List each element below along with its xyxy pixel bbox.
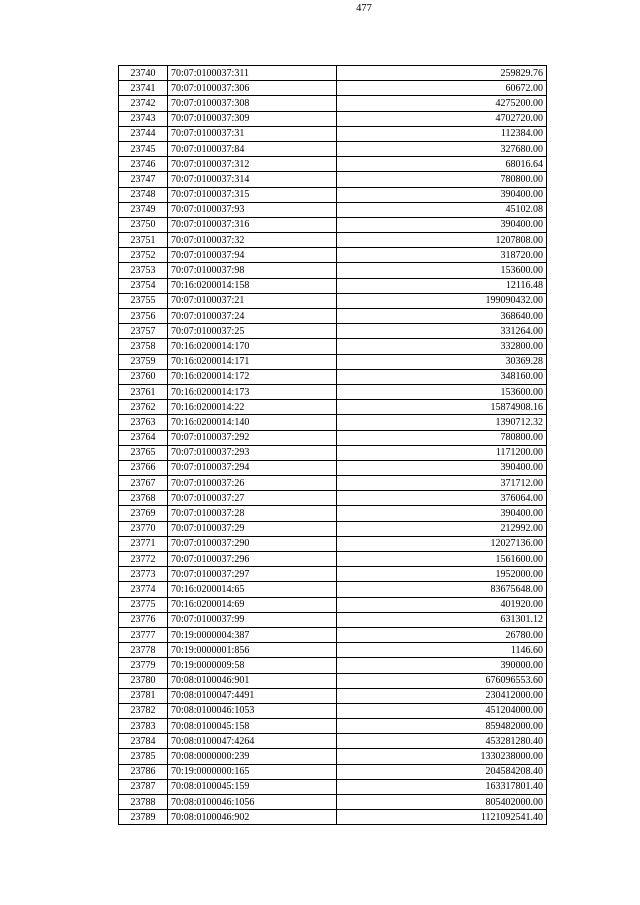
cadastral-number-cell: 70:07:0100037:293 xyxy=(168,445,337,460)
row-number-cell: 23769 xyxy=(119,506,168,521)
row-number-cell: 23785 xyxy=(119,749,168,764)
cadastral-number-cell: 70:07:0100037:312 xyxy=(168,157,337,172)
table-body xyxy=(119,66,547,825)
row-number-cell: 23771 xyxy=(119,536,168,551)
cadastral-number-cell: 70:07:0100037:24 xyxy=(168,309,337,324)
cadastral-value-cell: 153600.00 xyxy=(337,384,547,399)
cadastral-value-cell: 212992.00 xyxy=(337,521,547,536)
cadastral-number-cell: 70:07:0100037:84 xyxy=(168,141,337,156)
row-number-cell: 23784 xyxy=(119,734,168,749)
row-number-cell: 23760 xyxy=(119,369,168,384)
table-row xyxy=(119,293,547,308)
cadastral-number-cell: 70:07:0100037:297 xyxy=(168,567,337,582)
row-number-cell: 23774 xyxy=(119,582,168,597)
row-number-cell: 23787 xyxy=(119,779,168,794)
row-number-cell: 23758 xyxy=(119,339,168,354)
cadastral-number-cell: 70:16:0200014:173 xyxy=(168,384,337,399)
cadastral-value-cell: 390400.00 xyxy=(337,460,547,475)
table-row xyxy=(119,627,547,642)
cadastral-value-cell: 451204000.00 xyxy=(337,703,547,718)
cadastral-value-cell: 453281280.40 xyxy=(337,734,547,749)
row-number-cell: 23747 xyxy=(119,172,168,187)
table-row xyxy=(119,764,547,779)
cadastral-number-cell: 70:19:0000001:856 xyxy=(168,643,337,658)
cadastral-number-cell: 70:07:0100037:26 xyxy=(168,476,337,491)
table-row xyxy=(119,278,547,293)
cadastral-number-cell: 70:16:0200014:65 xyxy=(168,582,337,597)
cadastral-value-cell: 199090432.00 xyxy=(337,293,547,308)
table-row xyxy=(119,582,547,597)
cadastral-number-cell: 70:07:0100037:308 xyxy=(168,96,337,111)
cadastral-number-cell: 70:08:0100046:1056 xyxy=(168,795,337,810)
cadastral-value-cell: 390400.00 xyxy=(337,217,547,232)
table-row xyxy=(119,187,547,202)
cadastral-value-cell: 60672.00 xyxy=(337,81,547,96)
table-row xyxy=(119,217,547,232)
table-row xyxy=(119,354,547,369)
table-row xyxy=(119,263,547,278)
cadastral-value-cell: 112384.00 xyxy=(337,126,547,141)
cadastral-number-cell: 70:08:0100045:158 xyxy=(168,719,337,734)
cadastral-value-table xyxy=(118,65,547,825)
table-row xyxy=(119,673,547,688)
cadastral-number-cell: 70:19:0000000:165 xyxy=(168,764,337,779)
table-row xyxy=(119,309,547,324)
cadastral-value-cell: 401920.00 xyxy=(337,597,547,612)
table-row xyxy=(119,66,547,81)
cadastral-number-cell: 70:07:0100037:99 xyxy=(168,612,337,627)
table-row xyxy=(119,430,547,445)
row-number-cell: 23767 xyxy=(119,476,168,491)
row-number-cell: 23740 xyxy=(119,66,168,81)
table-row xyxy=(119,445,547,460)
table-row xyxy=(119,643,547,658)
table-row xyxy=(119,460,547,475)
cadastral-number-cell: 70:07:0100037:316 xyxy=(168,217,337,232)
cadastral-number-cell: 70:07:0100037:309 xyxy=(168,111,337,126)
table-row xyxy=(119,233,547,248)
table-row xyxy=(119,202,547,217)
cadastral-value-cell: 631301.12 xyxy=(337,612,547,627)
cadastral-value-cell: 1171200.00 xyxy=(337,445,547,460)
row-number-cell: 23742 xyxy=(119,96,168,111)
row-number-cell: 23761 xyxy=(119,384,168,399)
table-row xyxy=(119,597,547,612)
page-number: 477 xyxy=(356,3,372,14)
row-number-cell: 23766 xyxy=(119,460,168,475)
cadastral-value-cell: 1121092541.40 xyxy=(337,810,547,825)
cadastral-value-cell: 676096553.60 xyxy=(337,673,547,688)
row-number-cell: 23753 xyxy=(119,263,168,278)
cadastral-value-cell: 331264.00 xyxy=(337,324,547,339)
cadastral-value-cell: 1330238000.00 xyxy=(337,749,547,764)
cadastral-number-cell: 70:08:0100045:159 xyxy=(168,779,337,794)
cadastral-number-cell: 70:08:0100046:901 xyxy=(168,673,337,688)
row-number-cell: 23770 xyxy=(119,521,168,536)
table-row xyxy=(119,749,547,764)
table-row xyxy=(119,111,547,126)
cadastral-number-cell: 70:19:0000004:387 xyxy=(168,627,337,642)
cadastral-number-cell: 70:07:0100037:314 xyxy=(168,172,337,187)
cadastral-number-cell: 70:08:0000000:239 xyxy=(168,749,337,764)
table-row xyxy=(119,248,547,263)
cadastral-number-cell: 70:08:0100047:4264 xyxy=(168,734,337,749)
cadastral-value-cell: 4275200.00 xyxy=(337,96,547,111)
table-row xyxy=(119,810,547,825)
cadastral-number-cell: 70:16:0200014:22 xyxy=(168,400,337,415)
cadastral-value-cell: 1146.60 xyxy=(337,643,547,658)
cadastral-number-cell: 70:07:0100037:93 xyxy=(168,202,337,217)
cadastral-value-cell: 4702720.00 xyxy=(337,111,547,126)
cadastral-value-cell: 348160.00 xyxy=(337,369,547,384)
cadastral-value-cell: 390400.00 xyxy=(337,506,547,521)
row-number-cell: 23765 xyxy=(119,445,168,460)
cadastral-number-cell: 70:16:0200014:140 xyxy=(168,415,337,430)
table-row xyxy=(119,141,547,156)
row-number-cell: 23748 xyxy=(119,187,168,202)
cadastral-number-cell: 70:08:0100047:4491 xyxy=(168,688,337,703)
table-row xyxy=(119,157,547,172)
cadastral-number-cell: 70:19:0000009:58 xyxy=(168,658,337,673)
cadastral-value-cell: 1952000.00 xyxy=(337,567,547,582)
cadastral-value-cell: 390400.00 xyxy=(337,187,547,202)
row-number-cell: 23750 xyxy=(119,217,168,232)
cadastral-value-cell: 1390712.32 xyxy=(337,415,547,430)
row-number-cell: 23768 xyxy=(119,491,168,506)
table-row xyxy=(119,552,547,567)
table-row xyxy=(119,703,547,718)
row-number-cell: 23763 xyxy=(119,415,168,430)
table-row xyxy=(119,567,547,582)
cadastral-value-cell: 163317801.40 xyxy=(337,779,547,794)
table-row xyxy=(119,96,547,111)
cadastral-number-cell: 70:07:0100037:292 xyxy=(168,430,337,445)
cadastral-value-cell: 805402000.00 xyxy=(337,795,547,810)
cadastral-value-cell: 376064.00 xyxy=(337,491,547,506)
cadastral-value-cell: 390000.00 xyxy=(337,658,547,673)
cadastral-value-cell: 368640.00 xyxy=(337,309,547,324)
cadastral-value-cell: 1207808.00 xyxy=(337,233,547,248)
row-number-cell: 23781 xyxy=(119,688,168,703)
row-number-cell: 23786 xyxy=(119,764,168,779)
cadastral-value-cell: 15874908.16 xyxy=(337,400,547,415)
row-number-cell: 23783 xyxy=(119,719,168,734)
table-row xyxy=(119,795,547,810)
cadastral-value-cell: 26780.00 xyxy=(337,627,547,642)
row-number-cell: 23789 xyxy=(119,810,168,825)
row-number-cell: 23744 xyxy=(119,126,168,141)
row-number-cell: 23745 xyxy=(119,141,168,156)
cadastral-number-cell: 70:08:0100046:902 xyxy=(168,810,337,825)
cadastral-number-cell: 70:07:0100037:27 xyxy=(168,491,337,506)
row-number-cell: 23776 xyxy=(119,612,168,627)
cadastral-number-cell: 70:07:0100037:311 xyxy=(168,66,337,81)
cadastral-number-cell: 70:16:0200014:158 xyxy=(168,278,337,293)
row-number-cell: 23755 xyxy=(119,293,168,308)
table-row xyxy=(119,612,547,627)
cadastral-value-cell: 332800.00 xyxy=(337,339,547,354)
table-row xyxy=(119,324,547,339)
table-row xyxy=(119,400,547,415)
table-row xyxy=(119,506,547,521)
table-row xyxy=(119,172,547,187)
cadastral-value-cell: 30369.28 xyxy=(337,354,547,369)
cadastral-number-cell: 70:07:0100037:25 xyxy=(168,324,337,339)
cadastral-number-cell: 70:07:0100037:29 xyxy=(168,521,337,536)
table-row xyxy=(119,734,547,749)
cadastral-value-cell: 780800.00 xyxy=(337,172,547,187)
row-number-cell: 23759 xyxy=(119,354,168,369)
row-number-cell: 23782 xyxy=(119,703,168,718)
cadastral-number-cell: 70:07:0100037:21 xyxy=(168,293,337,308)
row-number-cell: 23762 xyxy=(119,400,168,415)
table-row xyxy=(119,658,547,673)
cadastral-number-cell: 70:16:0200014:172 xyxy=(168,369,337,384)
table-row xyxy=(119,339,547,354)
table-row xyxy=(119,536,547,551)
cadastral-number-cell: 70:07:0100037:98 xyxy=(168,263,337,278)
table-row xyxy=(119,521,547,536)
row-number-cell: 23772 xyxy=(119,552,168,567)
cadastral-value-cell: 230412000.00 xyxy=(337,688,547,703)
cadastral-number-cell: 70:16:0200014:171 xyxy=(168,354,337,369)
table-row xyxy=(119,491,547,506)
cadastral-value-cell: 153600.00 xyxy=(337,263,547,278)
row-number-cell: 23752 xyxy=(119,248,168,263)
row-number-cell: 23779 xyxy=(119,658,168,673)
cadastral-number-cell: 70:07:0100037:294 xyxy=(168,460,337,475)
table-row xyxy=(119,476,547,491)
cadastral-value-cell: 68016.64 xyxy=(337,157,547,172)
table-row xyxy=(119,126,547,141)
cadastral-value-cell: 12027136.00 xyxy=(337,536,547,551)
cadastral-number-cell: 70:07:0100037:94 xyxy=(168,248,337,263)
cadastral-number-cell: 70:16:0200014:69 xyxy=(168,597,337,612)
row-number-cell: 23777 xyxy=(119,627,168,642)
table-row xyxy=(119,384,547,399)
cadastral-value-cell: 371712.00 xyxy=(337,476,547,491)
cadastral-number-cell: 70:08:0100046:1053 xyxy=(168,703,337,718)
cadastral-value-cell: 327680.00 xyxy=(337,141,547,156)
table-row xyxy=(119,415,547,430)
cadastral-value-cell: 45102.08 xyxy=(337,202,547,217)
row-number-cell: 23780 xyxy=(119,673,168,688)
row-number-cell: 23773 xyxy=(119,567,168,582)
row-number-cell: 23746 xyxy=(119,157,168,172)
row-number-cell: 23741 xyxy=(119,81,168,96)
cadastral-value-cell: 83675648.00 xyxy=(337,582,547,597)
row-number-cell: 23754 xyxy=(119,278,168,293)
cadastral-value-cell: 780800.00 xyxy=(337,430,547,445)
cadastral-number-cell: 70:07:0100037:28 xyxy=(168,506,337,521)
cadastral-number-cell: 70:16:0200014:170 xyxy=(168,339,337,354)
cadastral-number-cell: 70:07:0100037:32 xyxy=(168,233,337,248)
row-number-cell: 23751 xyxy=(119,233,168,248)
row-number-cell: 23756 xyxy=(119,309,168,324)
cadastral-value-cell: 12116.48 xyxy=(337,278,547,293)
table-row xyxy=(119,81,547,96)
cadastral-number-cell: 70:07:0100037:296 xyxy=(168,552,337,567)
table-row xyxy=(119,688,547,703)
table-row xyxy=(119,719,547,734)
cadastral-value-cell: 204584208.40 xyxy=(337,764,547,779)
cadastral-number-cell: 70:07:0100037:315 xyxy=(168,187,337,202)
row-number-cell: 23775 xyxy=(119,597,168,612)
row-number-cell: 23757 xyxy=(119,324,168,339)
row-number-cell: 23764 xyxy=(119,430,168,445)
cadastral-number-cell: 70:07:0100037:290 xyxy=(168,536,337,551)
table-row xyxy=(119,369,547,384)
row-number-cell: 23778 xyxy=(119,643,168,658)
cadastral-value-cell: 259829.76 xyxy=(337,66,547,81)
cadastral-number-cell: 70:07:0100037:31 xyxy=(168,126,337,141)
row-number-cell: 23743 xyxy=(119,111,168,126)
row-number-cell: 23788 xyxy=(119,795,168,810)
cadastral-value-cell: 318720.00 xyxy=(337,248,547,263)
cadastral-number-cell: 70:07:0100037:306 xyxy=(168,81,337,96)
cadastral-value-cell: 1561600.00 xyxy=(337,552,547,567)
table-row xyxy=(119,779,547,794)
row-number-cell: 23749 xyxy=(119,202,168,217)
cadastral-value-cell: 859482000.00 xyxy=(337,719,547,734)
